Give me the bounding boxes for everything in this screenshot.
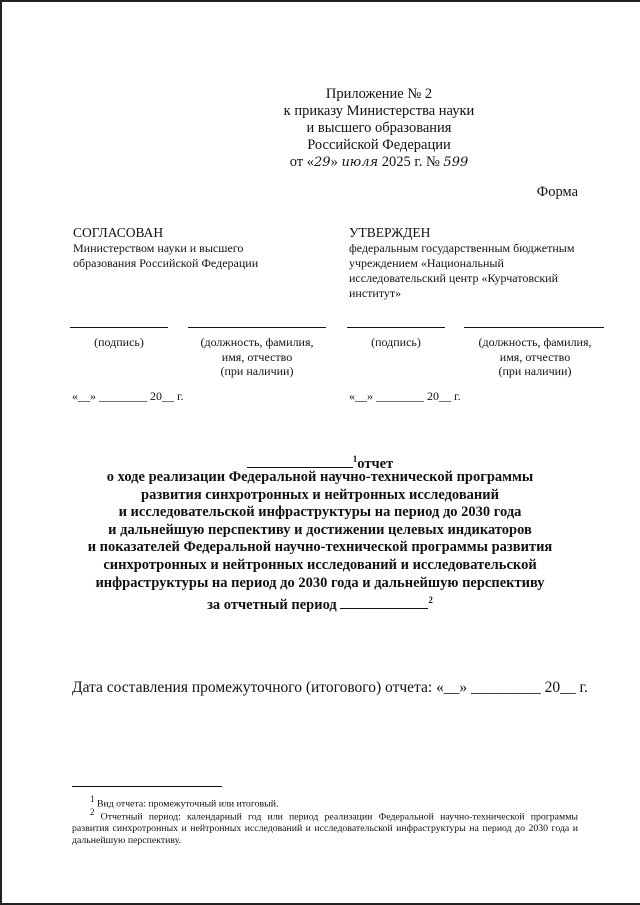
position-caption-left-1: (должность, фамилия, [200,335,314,349]
position-caption-right [460,335,610,379]
appendix-line-3: и высшего образования [306,120,452,136]
sign-caption-left: (подпись) [94,335,144,349]
position-caption-right-2: имя, отчество [499,349,571,364]
footnote-1-text: Вид отчета: промежуточный или итоговый. [94,798,279,810]
period-line [0,592,640,614]
period-blank [340,595,428,609]
position-caption-left-2: имя, отчество [221,349,293,364]
footnote-1-num: 1 [90,794,95,804]
appendix-order-number: 599 [443,155,469,170]
approved-line-3: исследовательский центр «Курчатовский [349,271,558,285]
form-label: Форма [536,184,578,200]
agreed-line-2: образования Российской Федерации [73,256,259,270]
footnote-ref-2: 2 [428,595,433,606]
appendix-date-line [0,154,640,171]
appendix-line-2: к приказу Министерства науки [283,103,475,119]
appendix-date-mid: » [330,154,342,170]
title-line-2: развития синхротронных и нейтронных исследований [141,486,499,503]
position-caption-right-3: (при наличии) [498,364,572,378]
footnote-2-num: 2 [90,807,95,817]
approved-line-4: институт» [349,286,402,300]
approved-line-2: учреждением «Национальный [349,256,504,270]
appendix-date-day: 29 [314,155,331,170]
signature-line-left [70,327,168,328]
position-caption-right-1: (должность, фамилия, [478,335,592,349]
position-caption-left-3: (при наличии) [220,364,294,378]
appendix-line-1: Приложение № 2 [325,86,433,102]
compile-date: Дата составления промежуточного (итогового) отчета: «__» _________ 20__ г. [72,679,588,696]
date-right: «__» ________ 20__ г. [349,389,461,403]
approved-heading: УТВЕРЖДЕН [349,225,431,240]
footnote-ref-1: 1 [352,454,358,464]
signature-line-right [347,327,445,328]
position-line-left [188,327,326,328]
title-line-7: инфраструктуры на период до 2030 года и дальнейшую перспективу [95,574,545,591]
footnote-2 [72,806,578,847]
appendix-date-prefix: от « [289,154,315,170]
approved-line-1: федеральным государственным бюджетным [349,241,575,255]
title-line-4: и дальнейшую перспективу и достижении целевых индикаторов [108,521,532,538]
position-caption-left [182,335,332,379]
appendix-date-month: июля [341,155,379,170]
date-left: «__» ________ 20__ г. [72,389,184,403]
appendix-date-year: 2025 г. № [378,154,444,170]
position-line-right [464,327,604,328]
agreed-heading: СОГЛАСОВАН [73,225,164,240]
footnote-2-text: Отчетный период: календарный год или период реализации Федеральной научно-технической программы развития синхротронных и нейтронных исследований и исследовательской инфраструктуры на период до 2030 года и дальнейшую перспективу. [72,811,578,847]
report-type-blank [247,454,353,468]
title-line-3: и исследовательской инфраструктуры на период до 2030 года [118,504,522,521]
sign-caption-right: (подпись) [371,335,421,349]
approved-block [349,225,619,301]
title-line-5: и показателей Федеральной научно-технической программы развития [87,539,553,556]
title-line-1: о ходе реализации Федеральной научно-технической программы [106,469,534,485]
title-line-6: синхротронных и нейтронных исследований и исследовательской [103,557,537,573]
agreed-line-1: Министерством науки и высшего [73,241,244,255]
report-word: отчет [357,455,394,472]
appendix-line-4: Российской Федерации [307,137,451,153]
scan-edge-top [0,0,640,2]
footnote-rule [72,786,222,787]
agreed-block [73,225,323,271]
period-text: за отчетный период [207,597,341,614]
